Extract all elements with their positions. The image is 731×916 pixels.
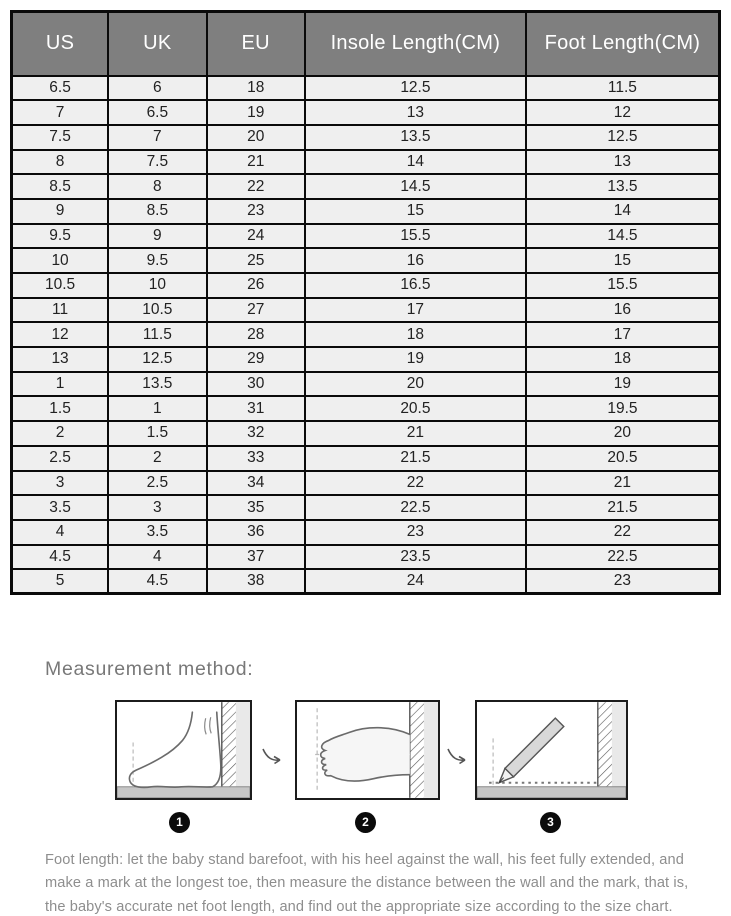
table-row [12, 100, 720, 125]
table-cell: 6 [108, 76, 206, 101]
table-cell: 18 [305, 322, 526, 347]
table-cell: 4.5 [12, 545, 109, 570]
measurement-instructions: Foot length: let the baby stand barefoot, with his heel against the wall, his feet fully extended, and make a mark at the longest toe, then measure the distance between the wall and the mark, that is, the baby's accurate net foot length, and find out the appropriate size according to the size chart. [45, 852, 689, 915]
table-cell: 2 [12, 421, 109, 446]
table-row [12, 520, 720, 545]
table-row [12, 545, 720, 570]
step2-illustration [295, 700, 440, 800]
table-row [12, 495, 720, 520]
table-cell: 2.5 [12, 446, 109, 471]
table-cell: 7 [108, 125, 206, 150]
table-cell: 13 [12, 347, 109, 372]
table-row [12, 322, 720, 347]
foot-top-view-icon [297, 702, 438, 798]
measurement-method-heading: Measurement method: [45, 658, 254, 680]
table-cell: 21 [305, 421, 526, 446]
table-row [12, 569, 720, 594]
table-cell: 15 [526, 248, 720, 273]
table-header-row [12, 12, 720, 76]
table-row [12, 347, 720, 372]
table-cell: 17 [526, 322, 720, 347]
table-cell: 18 [207, 76, 305, 101]
table-cell: 38 [207, 569, 305, 594]
table-cell: 18 [526, 347, 720, 372]
table-cell: 21.5 [526, 495, 720, 520]
table-cell: 10 [108, 273, 206, 298]
table-cell: 36 [207, 520, 305, 545]
table-cell: 20 [207, 125, 305, 150]
table-cell: 22 [526, 520, 720, 545]
table-cell: 8.5 [12, 174, 109, 199]
table-cell: 13 [305, 100, 526, 125]
table-row [12, 150, 720, 175]
table-row [12, 199, 720, 224]
step-arrow-icon [444, 746, 470, 766]
table-row [12, 273, 720, 298]
table-cell: 14.5 [305, 174, 526, 199]
table-cell: 12.5 [526, 125, 720, 150]
size-table-body [12, 76, 720, 594]
table-cell: 3.5 [108, 520, 206, 545]
table-cell: 12.5 [108, 347, 206, 372]
step1-illustration [115, 700, 252, 800]
table-row [12, 298, 720, 323]
column-header-eu: EU [207, 12, 305, 76]
table-cell: 25 [207, 248, 305, 273]
table-cell: 15 [305, 199, 526, 224]
table-cell: 16.5 [305, 273, 526, 298]
table-cell: 7.5 [12, 125, 109, 150]
table-cell: 37 [207, 545, 305, 570]
step3-number-badge: 3 [540, 812, 561, 833]
table-cell: 24 [305, 569, 526, 594]
table-row [12, 224, 720, 249]
table-row [12, 248, 720, 273]
table-cell: 19 [526, 372, 720, 397]
table-cell: 35 [207, 495, 305, 520]
table-cell: 28 [207, 322, 305, 347]
table-cell: 8 [12, 150, 109, 175]
table-cell: 1.5 [108, 421, 206, 446]
table-cell: 15.5 [526, 273, 720, 298]
table-cell: 22.5 [305, 495, 526, 520]
table-cell: 12.5 [305, 76, 526, 101]
table-cell: 22 [305, 471, 526, 496]
table-cell: 13.5 [108, 372, 206, 397]
step2-number-badge: 2 [355, 812, 376, 833]
table-cell: 19.5 [526, 396, 720, 421]
table-cell: 21.5 [305, 446, 526, 471]
table-cell: 13.5 [526, 174, 720, 199]
table-cell: 3 [12, 471, 109, 496]
table-cell: 9.5 [12, 224, 109, 249]
table-cell: 9.5 [108, 248, 206, 273]
table-cell: 4 [12, 520, 109, 545]
column-header-foot: Foot Length(CM) [526, 12, 720, 76]
step3-illustration [475, 700, 628, 800]
table-cell: 4.5 [108, 569, 206, 594]
table-cell: 15.5 [305, 224, 526, 249]
measurement-steps [0, 700, 731, 800]
table-cell: 9 [12, 199, 109, 224]
table-row [12, 76, 720, 101]
table-cell: 12 [12, 322, 109, 347]
table-cell: 12 [526, 100, 720, 125]
table-cell: 33 [207, 446, 305, 471]
table-cell: 29 [207, 347, 305, 372]
table-cell: 19 [207, 100, 305, 125]
table-cell: 20.5 [526, 446, 720, 471]
table-row [12, 125, 720, 150]
table-cell: 11.5 [526, 76, 720, 101]
table-cell: 1 [12, 372, 109, 397]
table-cell: 23 [526, 569, 720, 594]
table-cell: 19 [305, 347, 526, 372]
pencil-mark-icon [477, 702, 626, 798]
table-cell: 20 [526, 421, 720, 446]
table-cell: 1.5 [12, 396, 109, 421]
table-cell: 16 [305, 248, 526, 273]
table-row [12, 471, 720, 496]
table-cell: 34 [207, 471, 305, 496]
table-cell: 10.5 [108, 298, 206, 323]
table-cell: 1 [108, 396, 206, 421]
table-row [12, 372, 720, 397]
table-cell: 2.5 [108, 471, 206, 496]
table-cell: 11.5 [108, 322, 206, 347]
table-row [12, 446, 720, 471]
table-cell: 31 [207, 396, 305, 421]
table-cell: 2 [108, 446, 206, 471]
column-header-us: US [12, 12, 109, 76]
table-cell: 20 [305, 372, 526, 397]
table-cell: 11 [12, 298, 109, 323]
step-arrow-icon [259, 746, 285, 766]
table-cell: 30 [207, 372, 305, 397]
table-cell: 9 [108, 224, 206, 249]
table-cell: 22 [207, 174, 305, 199]
table-row [12, 421, 720, 446]
table-cell: 14 [305, 150, 526, 175]
table-cell: 3 [108, 495, 206, 520]
table-row [12, 396, 720, 421]
table-cell: 26 [207, 273, 305, 298]
table-cell: 6.5 [108, 100, 206, 125]
table-cell: 22.5 [526, 545, 720, 570]
table-cell: 13 [526, 150, 720, 175]
column-header-insole: Insole Length(CM) [305, 12, 526, 76]
table-row [12, 174, 720, 199]
table-cell: 14.5 [526, 224, 720, 249]
table-cell: 13.5 [305, 125, 526, 150]
table-cell: 7.5 [108, 150, 206, 175]
table-cell: 10.5 [12, 273, 109, 298]
table-cell: 24 [207, 224, 305, 249]
table-cell: 5 [12, 569, 109, 594]
table-cell: 23 [207, 199, 305, 224]
step1-number-badge: 1 [169, 812, 190, 833]
table-cell: 14 [526, 199, 720, 224]
table-cell: 16 [526, 298, 720, 323]
table-cell: 23 [305, 520, 526, 545]
foot-side-view-icon [117, 702, 250, 798]
column-header-uk: UK [108, 12, 206, 76]
size-chart-table [10, 10, 721, 595]
table-cell: 21 [526, 471, 720, 496]
table-cell: 6.5 [12, 76, 109, 101]
table-cell: 20.5 [305, 396, 526, 421]
table-cell: 7 [12, 100, 109, 125]
table-cell: 3.5 [12, 495, 109, 520]
table-cell: 10 [12, 248, 109, 273]
table-cell: 8 [108, 174, 206, 199]
table-cell: 4 [108, 545, 206, 570]
table-cell: 27 [207, 298, 305, 323]
table-cell: 23.5 [305, 545, 526, 570]
table-cell: 21 [207, 150, 305, 175]
table-cell: 32 [207, 421, 305, 446]
table-cell: 17 [305, 298, 526, 323]
table-cell: 8.5 [108, 199, 206, 224]
